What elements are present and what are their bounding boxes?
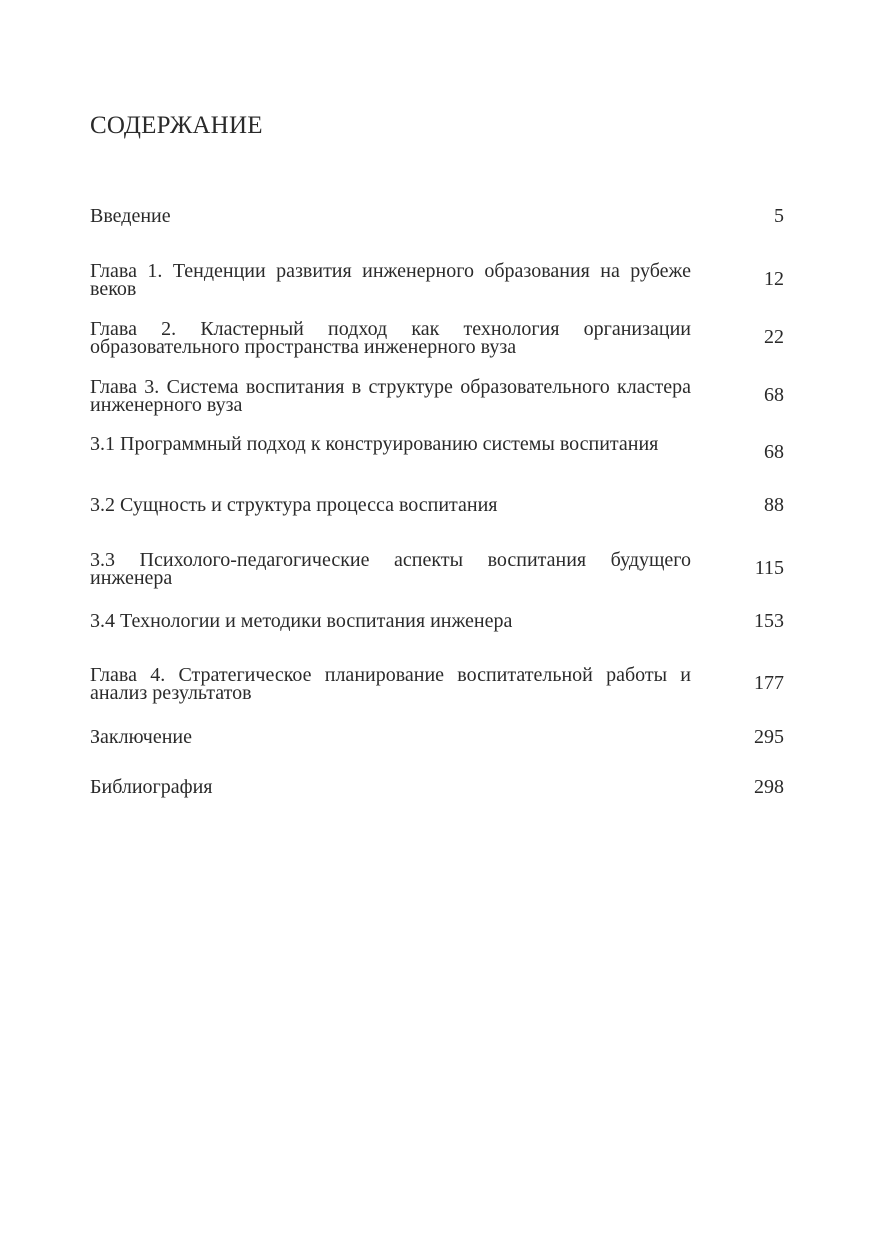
toc-entry-text: Библиография [90, 776, 213, 798]
toc-entry-text: 3.1 Программный подход к конструированию системы воспитания [90, 433, 659, 455]
toc-entry-text: 3.3 Психолого-педагогические аспекты воспитания будущего инженера [90, 549, 691, 589]
toc-entry-introduction [90, 204, 784, 228]
toc-entry-chapter-2 [90, 320, 784, 360]
toc-entry-text: Глава 2. Кластерный подход как технология организации образовательного пространства инженерного вуза [90, 318, 691, 358]
toc-entry-text: Глава 4. Стратегическое планирование воспитательной работы и анализ результатов [90, 664, 691, 704]
toc-entry-text: Глава 3. Система воспитания в структуре образовательного кластера инженерного вуза [90, 376, 691, 416]
toc-entry-page-number: 22 [764, 326, 784, 348]
toc-entry-page-number: 12 [764, 268, 784, 290]
toc-entry-page-number: 295 [754, 726, 784, 748]
toc-entry-page-number: 68 [764, 384, 784, 406]
toc-entry-text: Заключение [90, 726, 192, 748]
toc-entry-text: 3.2 Сущность и структура процесса воспитания [90, 494, 498, 516]
toc-entry-conclusion [90, 725, 784, 749]
toc-entry-bibliography [90, 775, 784, 799]
toc-entry-section-3-3 [90, 551, 784, 591]
toc-entry-section-3-2 [90, 493, 784, 517]
toc-entry-page-number: 68 [764, 441, 784, 463]
toc-entry-page-number: 115 [754, 557, 784, 579]
page-title: СОДЕРЖАНИЕ [90, 112, 263, 139]
toc-entry-section-3-4 [90, 609, 784, 633]
toc-entry-page-number: 153 [754, 610, 784, 632]
toc-entry-chapter-3 [90, 378, 784, 418]
toc-entry-page-number: 298 [754, 776, 784, 798]
toc-entry-section-3-1 [90, 435, 784, 475]
toc-entry-text: Глава 1. Тенденции развития инженерного образования на рубеже веков [90, 260, 691, 300]
toc-entry-chapter-4 [90, 666, 784, 706]
toc-entry-chapter-1 [90, 262, 784, 302]
toc-entry-page-number: 88 [764, 494, 784, 516]
toc-entry-page-number: 177 [754, 672, 784, 694]
toc-entry-page-number: 5 [774, 205, 784, 227]
toc-entry-text: Введение [90, 205, 171, 227]
toc-entry-text: 3.4 Технологии и методики воспитания инженера [90, 610, 513, 632]
